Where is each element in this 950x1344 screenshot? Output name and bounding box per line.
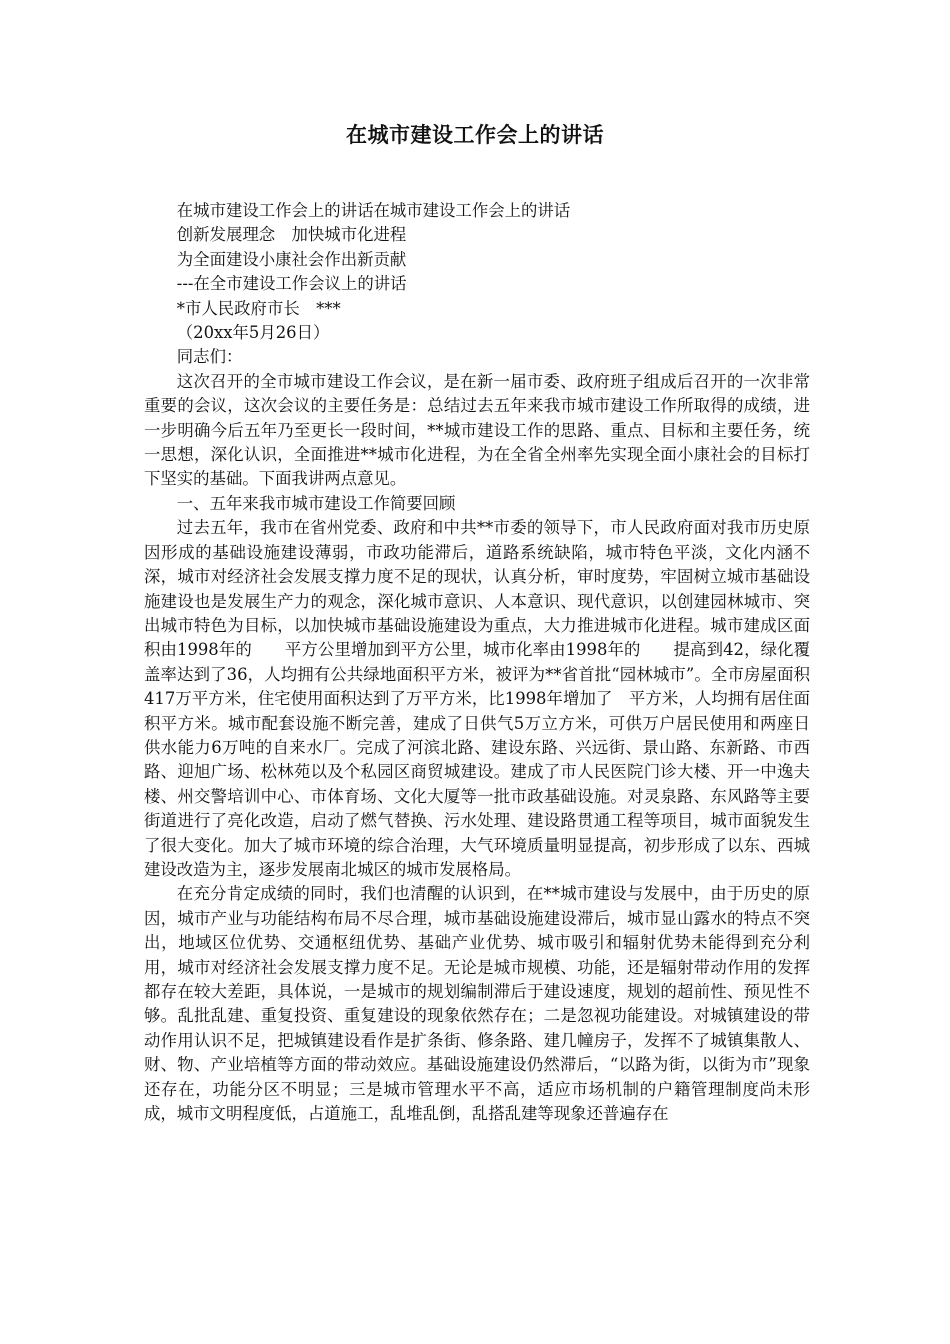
- header-line: ---在全市建设工作会议上的讲话: [176, 274, 407, 294]
- paragraph: 过去五年，我市在省州党委、政府和中共**市委的领导下，市人民政府面对我市历史原因形成的基础设施建设薄弱，市政功能滞后，道路系统缺陷，城市特色平淡，文化内涵不深，城市对经济社会发展支撑力度不足的现状，认真分析，审时度势，牢固树立城市基础设施建设也是发展生产力的观念，深化城市意识、人本意识、现代意识，以创建园林城市、突出城市特色为目标，以加快城市基础设施建设为重点，大力推进城市化进程。城市建成区面积由1998年的 平方公里增加到平方公里，城市化率由1998年的 提高到42，绿化覆盖率达到了36，人均拥有公共绿地面积平方米，被评为**省首批“园林城市”。全市房屋面积417万平方米，住宅使用面积达到了万平方米，比1998年增加了 平方米，人均拥有居住面积平方米。城市配套设施不断完善，建成了日供气5万立方米，可供万户居民使用和两座日供水能力6万吨的自来水厂。完成了河滨北路、建设东路、兴远街、景山路、东新路、市西路、迎旭广场、松林苑以及个私园区商贸城建设。建成了市人民医院门诊大楼、开一中逸夫楼、州交警培训中心、市体育场、文化大厦等一批市政基础设施。对灵泉路、东风路等主要街道进行了亮化改造，启动了燃气替换、污水处理、建设路贯通工程等项目，城市面貌发生了很大变化。加大了城市环境的综合治理，大气环境质量明显提高，初步形成了以东、西城建设改造为主，逐步发展南北城区的城市发展格局。: [144, 518, 810, 879]
- header-line: 在城市建设工作会上的讲话在城市建设工作会上的讲话: [176, 201, 571, 220]
- header-line: 创新发展理念 加快城市化进程: [176, 225, 407, 245]
- document-body: [144, 199, 810, 1126]
- header-line: 同志们：: [176, 347, 243, 367]
- paragraph: 在充分肯定成绩的同时，我们也清醒的认识到，在**城市建设与发展中，由于历史的原因，城市产业与功能结构布局不尽合理，城市基础设施建设滞后，城市显山露水的特点不突出，地域区位优势、交通枢纽优势、基础产业优势、城市吸引和辐射优势未能得到充分利用，城市对经济社会发展支撑力度不足。无论是城市规模、功能，还是辐射带动作用的发挥都存在较大差距，具体说，一是城市的规划编制滞后于建设速度，规划的超前性、预见性不够。乱批乱建、重复投资、重复建设的现象依然存在；二是忽视功能建设。对城镇建设的带动作用认识不足，把城镇建设看作是扩条街、修条路、建几幢房子，发挥不了城镇集散人、财、物、产业培植等方面的带动效应。基础设施建设仍然滞后，“以路为街，以街为市”现象还存在，功能分区不明显；三是城市管理水平不高，适应市场机制的户籍管理制度尚未形成，城市文明程度低，占道施工，乱堆乱倒，乱搭乱建等现象还普遍存在: [144, 884, 810, 1124]
- header-line: （20xx年5月26日）: [176, 323, 330, 343]
- paragraph: 这次召开的全市城市建设工作会议，是在新一届市委、政府班子组成后召开的一次非常重要的会议，这次会议的主要任务是：总结过去五年来我市城市建设工作所取得的成绩，进一步明确今后五年乃至更长一段时间，**城市建设工作的思路、重点、目标和主要任务，统一思想，深化认识，全面推进**城市化进程，为在全省全州率先实现全面小康社会的目标打下坚实的基础。下面我讲两点意见。: [144, 371, 810, 489]
- document-title: 在城市建设工作会上的讲话: [346, 123, 604, 147]
- header-line: 为全面建设小康社会作出新贡献: [176, 249, 407, 269]
- section-heading: 一、五年来我市城市建设工作简要回顾: [176, 493, 456, 513]
- header-line: *市人民政府市长 ***: [176, 298, 341, 318]
